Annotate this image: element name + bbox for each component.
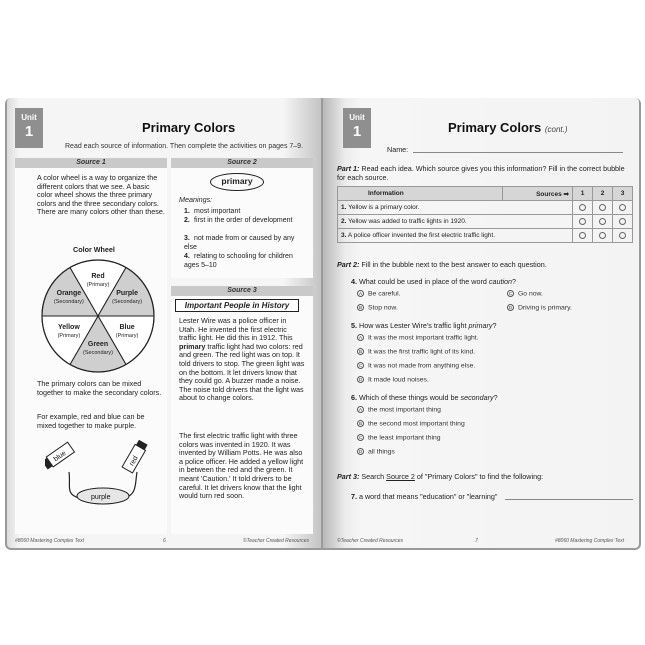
answer-bubble[interactable] [619,204,626,211]
source-1-paragraph-1: A color wheel is a way to organize the different colors that we see. A basic color wheel shows the three primary colors and the three secondary colors. There are many colors other than these. [37,173,165,217]
wheel-label-orange: Orange (Secondary) [53,290,84,306]
table-header-information: Information [338,187,503,201]
history-heading: Important People in History [184,301,290,310]
part-1-instructions: Part 1: Read each idea. Which source gives you this information? Fill in the correct bubble for each source. [337,164,625,182]
sources-table [337,186,633,243]
answer-line[interactable] [505,499,633,500]
wheel-label-green: Green (Secondary) [83,340,113,356]
open-workbook [5,98,641,550]
answer-option[interactable]: A It was the most important traffic light. [358,334,479,342]
wheel-label-red: Red (Primary) [86,273,110,289]
footer-right: ©Teacher Created Resources [243,538,310,544]
answer-bubble[interactable] [599,204,606,211]
table-header-sources: Sources ➡ [503,187,573,201]
answer-bubble[interactable] [619,218,626,225]
name-line[interactable] [413,152,623,153]
question-5: 5. How was Lester Wire's traffic light primary? [351,321,497,330]
answer-option[interactable]: D all things [358,448,395,456]
table-col-2: 2 [593,187,613,201]
table-col-1: 1 [573,187,593,201]
table-col-3: 3 [613,187,633,201]
answer-option[interactable]: C Go now. [508,290,543,298]
unit-label: Unit [21,113,37,122]
question-4: 4. What could be used in place of the word caution? [351,277,517,286]
footer-left: ©Teacher Created Resources [337,538,404,544]
source-3-paragraph-1: Lester Wire was a police officer in Utah. He invented the first electric traffic light. He did this in 1912. This primary traffic light had two colors: red and green. The red light was on top. It told drivers to stop. The green light was on the bottom. It let drivers know that they could go. A buzzer made a noise. The noise told drivers that the light was about to change colors. [179,316,305,403]
answer-bubble[interactable] [579,232,586,239]
source-1-paragraph-3: For example, red and blue can be mixed together to make purple. [37,412,145,430]
page-title: Primary Colors [142,120,236,135]
unit-number: 1 [352,123,362,140]
footer-right: #8060 Mastering Complex Text [555,538,625,544]
answer-bubble[interactable] [599,218,606,225]
meaning-item: 3. not made from or caused by any else [184,235,295,251]
answer-option[interactable]: D Driving is primary. [508,304,572,312]
answer-option[interactable]: A Be careful. [358,290,401,298]
question-6: 6. Which of these things would be secondary? [351,393,498,402]
footer-page-number: 7 [475,538,478,544]
part-2-instructions: Part 2: Fill in the bubble next to the best answer to each question. [337,260,547,269]
paint-tubes-illustration [45,440,160,508]
unit-tab [343,108,371,148]
answer-option[interactable]: C the least important thing [358,434,441,442]
wheel-label-yellow: Yellow (Primary) [57,323,81,339]
tube-red-label: red [128,455,140,468]
left-page [7,98,321,548]
answer-option[interactable]: D It made loud noises. [358,376,429,384]
name-label: Name: [387,145,409,154]
source-2-label: Source 2 [171,158,313,168]
table-row: 3. A police officer invented the first electric traffic light. [338,229,633,243]
meaning-item: 1. most important [184,208,241,215]
answer-bubble[interactable] [579,204,586,211]
answer-option[interactable]: C It was not made from anything else. [358,362,476,370]
answer-bubble[interactable] [599,232,606,239]
source-3-label: Source 3 [171,286,313,296]
instructions: Read each source of information. Then complete the activities on pages 7–9. [65,143,304,150]
source-1-label: Source 1 [15,158,167,168]
answer-bubble[interactable] [619,232,626,239]
question-7: 7. a word that means "education" or "learning" [351,492,498,501]
unit-number: 1 [24,123,34,140]
meaning-item: 2. first in the order of development [184,217,293,224]
wheel-label-blue: Blue (Primary) [115,323,139,339]
part-3-instructions: Part 3: Search Source 2 of "Primary Colors" to find the following: [337,472,544,481]
answer-option[interactable]: B It was the first traffic light of its kind. [358,348,476,356]
table-row: 1. Yellow is a primary color. [338,201,633,215]
answer-bubble[interactable] [579,218,586,225]
footer-page-number: 6 [163,538,166,544]
page-title: Primary Colors (cont.) [448,120,568,135]
footer-left: #8060 Mastering Complex Text [15,538,85,544]
unit-label: Unit [349,113,365,122]
tube-blue-label: blue [52,449,68,464]
answer-option[interactable]: B the second most important thing [358,420,465,428]
meaning-item: 4. relating to schooling for children ages 5–10 [184,253,293,269]
primary-word-oval: primary [210,173,264,191]
wheel-label-purple: Purple (Secondary) [112,290,143,306]
source-1-paragraph-2: The primary colors can be mixed together to make the secondary colors. [37,379,162,397]
answer-option[interactable]: A the most important thing [358,406,441,414]
right-page [323,98,639,548]
answer-option[interactable]: B Stop now. [358,304,398,312]
meanings-label: Meanings: [179,195,213,204]
wheel-title: Color Wheel [73,245,115,254]
purple-mix-label: purple [91,494,111,501]
source-3-paragraph-2: The first electric traffic light with three colors was invented in 1920. It was invented by William Potts. He was also a police officer. He added a yellow light in between the red and the green. It meant 'Caution.' It told drivers to be careful. It let drivers know that the light would turn red soon. [179,431,304,501]
table-row: 2. Yellow was added to traffic lights in 1920. [338,215,633,229]
unit-tab [15,108,43,148]
